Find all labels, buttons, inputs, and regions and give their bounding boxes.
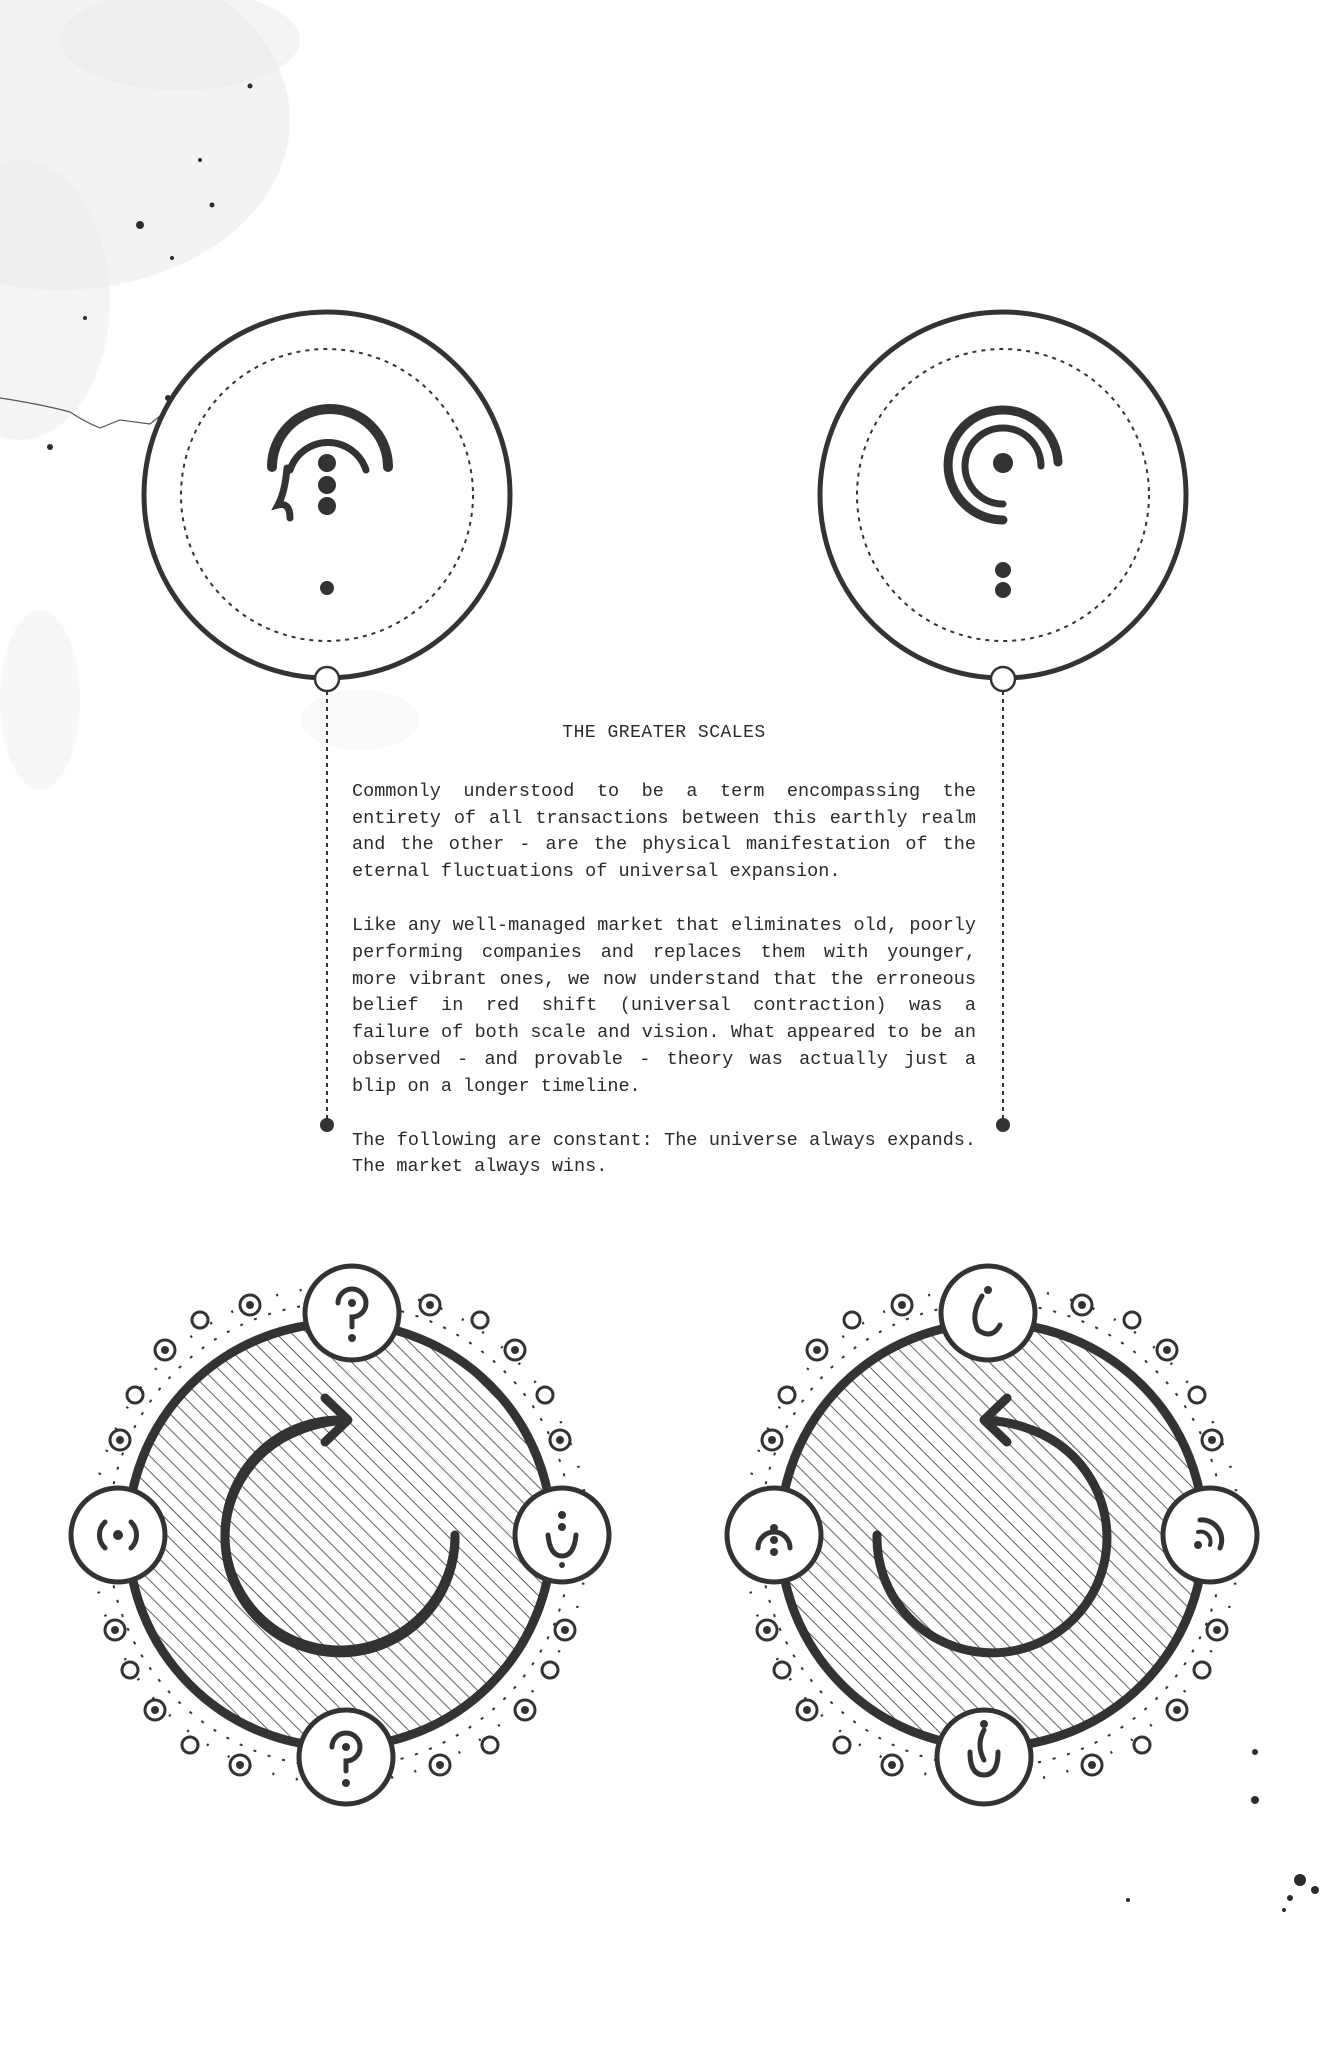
node-left — [727, 1488, 821, 1582]
base-dot — [320, 581, 334, 595]
node-bottom — [937, 1710, 1031, 1804]
node-bottom — [299, 1710, 393, 1804]
node-top — [941, 1266, 1035, 1360]
article — [352, 720, 976, 1208]
article-paragraph: Commonly understood to be a term encompassing the entirety of all transactions between this earthly realm and the other - are the physical manifestation of the eternal fluctuations of universal expansion. — [352, 780, 976, 883]
node-top — [305, 1266, 399, 1360]
node-right — [1163, 1488, 1257, 1582]
article-paragraph: The following are constant: The universe always expands. The market always wins. — [352, 1129, 976, 1178]
article-paragraph: Like any well-managed market that eliminates old, poorly performing companies and replaces them with younger, more vibrant ones, we now understand that the erroneous belief in red shift (universal contraction) was a failure of both scale and vision. What appeared to be an observed - and provable - theory was actually just a blip on a longer timeline. — [352, 914, 976, 1097]
bottom-left-emblem — [71, 1266, 609, 1804]
node-right — [515, 1488, 609, 1582]
article-heading: THE GREATER SCALES — [562, 723, 766, 743]
bottom-right-emblem — [727, 1266, 1257, 1804]
node-left — [71, 1488, 165, 1582]
